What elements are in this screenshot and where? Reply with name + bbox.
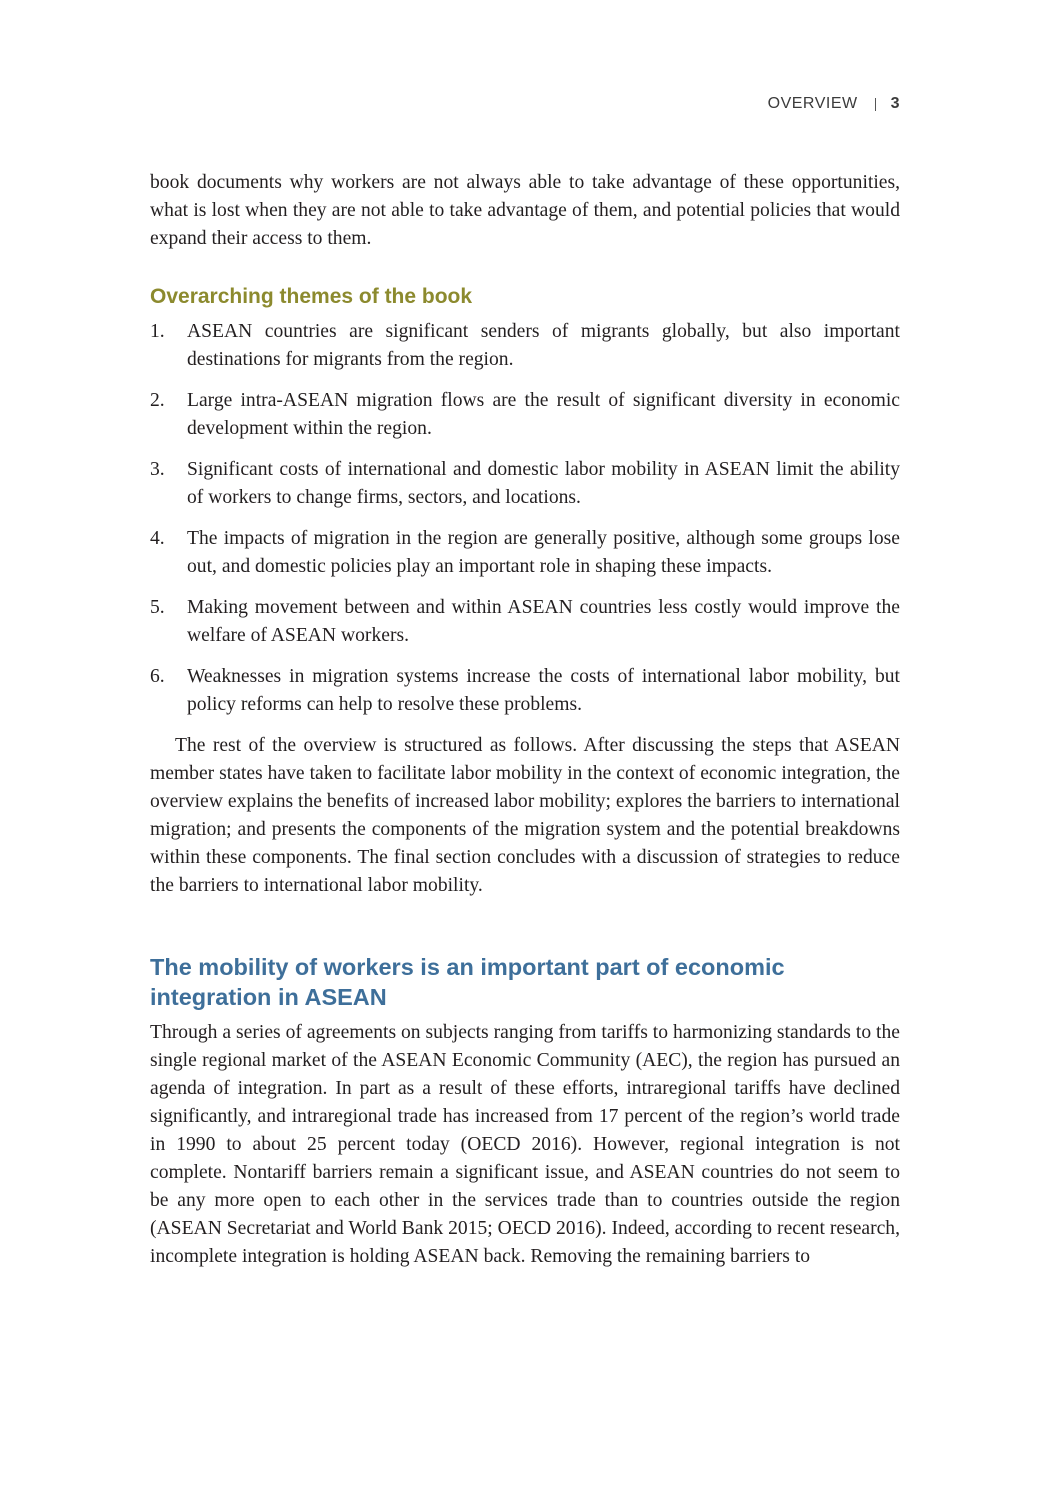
running-head-section: OVERVIEW: [767, 95, 858, 112]
list-item-text: Large intra-ASEAN migration flows are the result of significant diversity in economic development within the region.: [187, 390, 900, 439]
list-item-text: ASEAN countries are significant senders of migrants globally, but also important destinations for migrants from the region.: [187, 321, 900, 370]
section-paragraph: Through a series of agreements on subjects ranging from tariffs to harmonizing standards to the single regional market of the ASEAN Economic Community (AEC), the region has pursued an agenda of integration. In part as a result of these efforts, intraregional tariffs have declined significantly, and intraregional trade has increased from 17 percent of the region’s world trade in 1990 to about 25 percent today (OECD 2016). However, regional integration is not complete. Nontariff barriers remain a significant issue, and ASEAN countries do not seem to be any more open to each other in the services trade than to countries outside the region (ASEAN Secretariat and World Bank 2015; OECD 2016). Indeed, according to recent research, incomplete integration is holding ASEAN back. Removing the remaining barriers to: [150, 1022, 900, 1267]
page-number: 3: [890, 95, 900, 112]
list-item-number: 6.: [150, 666, 165, 687]
list-item-number: 4.: [150, 528, 165, 549]
themes-heading: Overarching themes of the book: [150, 285, 473, 308]
running-head-divider: [875, 98, 876, 111]
list-item-text: Weaknesses in migration systems increase the costs of international labor mobility, but policy reforms can help to resolve these problems.: [187, 666, 900, 715]
themes-list: [150, 318, 900, 719]
intro-paragraph: book documents why workers are not always able to take advantage of these opportunities, what is lost when they are not able to take advantage of them, and potential policies that would expand their access to them.: [150, 172, 900, 249]
running-head: [768, 95, 900, 113]
list-item: [150, 663, 900, 719]
list-item-text: Significant costs of international and domestic labor mobility in ASEAN limit the ability of workers to change firms, sectors, and locations.: [187, 459, 900, 508]
list-item: [150, 456, 900, 512]
page-body: [150, 169, 900, 1271]
list-item: [150, 594, 900, 650]
list-item-number: 1.: [150, 321, 165, 342]
list-item: [150, 318, 900, 374]
section-heading: The mobility of workers is an important part of economic integration in ASEAN: [150, 954, 785, 1010]
list-item-number: 3.: [150, 459, 165, 480]
list-item: [150, 387, 900, 443]
list-item-number: 5.: [150, 597, 165, 618]
list-item: [150, 525, 900, 581]
list-item-number: 2.: [150, 390, 165, 411]
list-item-text: Making movement between and within ASEAN countries less costly would improve the welfare of ASEAN workers.: [187, 597, 900, 646]
list-item-text: The impacts of migration in the region are generally positive, although some groups lose out, and domestic policies play an important role in shaping these impacts.: [187, 528, 900, 577]
structure-paragraph: The rest of the overview is structured as follows. After discussing the steps that ASEAN member states have taken to facilitate labor mobility in the context of economic integration, the overview explains the benefits of increased labor mobility; explores the barriers to international migration; and presents the components of the migration system and the potential breakdowns within these components. The final section concludes with a discussion of strategies to reduce the barriers to international labor mobility.: [150, 735, 900, 896]
